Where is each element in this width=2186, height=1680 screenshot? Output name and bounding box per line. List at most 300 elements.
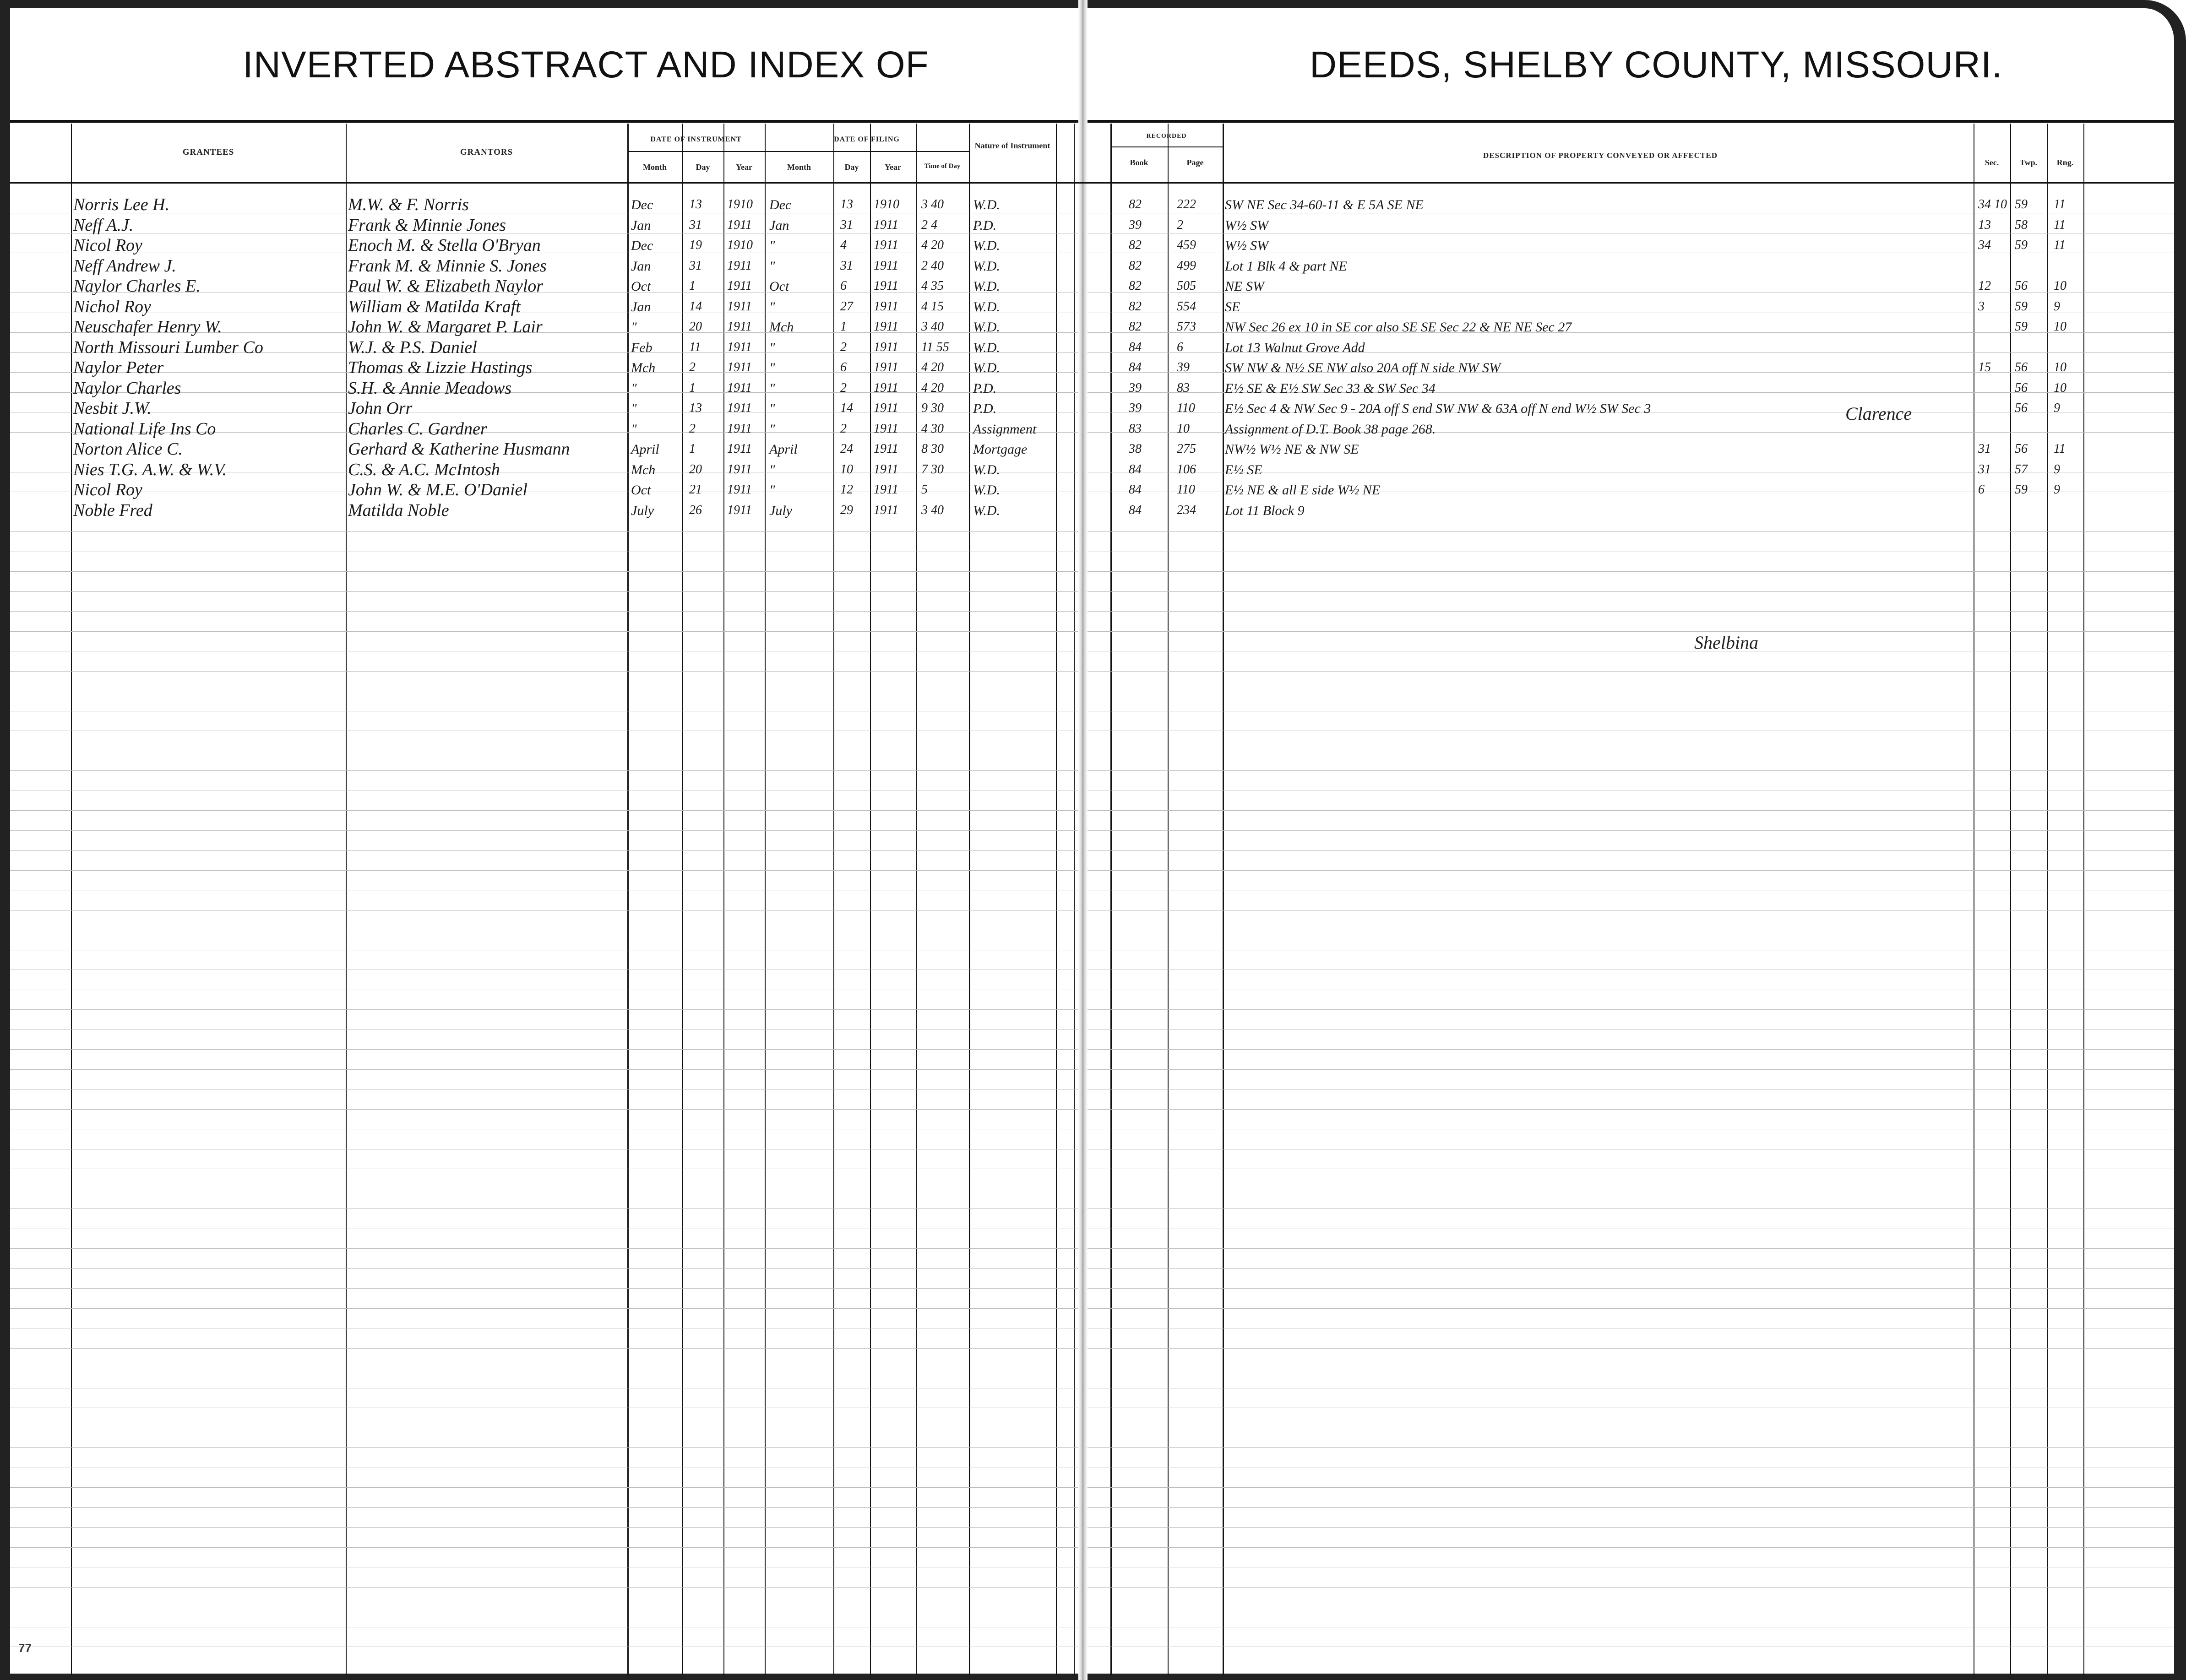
rng-cell: 10	[2054, 279, 2066, 293]
inst-month-cell: "	[631, 401, 637, 416]
column-line	[682, 124, 683, 1675]
fil-day-cell: 2	[840, 422, 847, 436]
book-cell: 82	[1129, 299, 1142, 314]
fil-day-cell: 31	[840, 218, 853, 232]
ruled-line	[10, 1308, 1078, 1309]
book-cell: 84	[1129, 340, 1142, 354]
column-line	[969, 124, 970, 1675]
inst-day-cell: 14	[689, 299, 702, 314]
ruled-line	[1088, 1547, 2174, 1548]
grantor-cell: Gerhard & Katherine Husmann	[348, 439, 570, 459]
inst-month-cell: Mch	[631, 360, 656, 375]
column-line	[346, 124, 347, 1675]
nature-cell: W.D.	[973, 462, 1000, 477]
nature-cell: P.D.	[973, 381, 997, 396]
inst-month-cell: "	[631, 422, 637, 437]
rng-cell: 11	[2054, 218, 2066, 232]
left-header-top-rule	[10, 120, 1078, 123]
grantee-cell: Noble Fred	[73, 501, 152, 520]
time-cell: 8 30	[921, 442, 944, 456]
rng-cell: 11	[2054, 442, 2066, 456]
column-line	[1074, 124, 1075, 1675]
grantor-cell: Matilda Noble	[348, 501, 449, 520]
page-number: 77	[18, 1641, 32, 1655]
description-cell: W½ SW	[1225, 238, 1268, 253]
inst-day-cell: 1	[689, 381, 696, 395]
twp-subheader: Twp.	[2019, 158, 2038, 167]
nature-header: Nature of Instrument	[974, 141, 1050, 150]
sec-cell: 13	[1978, 218, 1991, 232]
book-cell: 82	[1129, 320, 1142, 334]
ruled-line	[10, 1049, 1078, 1050]
ruled-line	[10, 1069, 1078, 1070]
ruled-line	[10, 1288, 1078, 1289]
ruled-line	[1088, 591, 2174, 592]
fil-day-cell: 6	[840, 360, 847, 374]
page-cell: 573	[1177, 320, 1196, 334]
time-cell: 9 30	[921, 401, 944, 415]
inst-month-cell: Dec	[631, 238, 653, 253]
grantor-cell: John Orr	[348, 399, 413, 418]
recorded-header: RECORDED	[1146, 133, 1187, 140]
grantor-cell: M.W. & F. Norris	[348, 195, 469, 214]
ruled-line	[10, 1547, 1078, 1548]
grantor-cell: William & Matilda Kraft	[348, 297, 521, 316]
nature-cell: W.D.	[973, 482, 1000, 498]
ruled-line	[1088, 1109, 2174, 1110]
ruled-line	[10, 770, 1078, 771]
rng-cell: 10	[2054, 320, 2066, 334]
inst-day-cell: 20	[689, 320, 702, 334]
time-cell: 4 15	[921, 299, 944, 314]
grantors-header: GRANTORS	[460, 147, 513, 157]
inst-year-cell: 1911	[727, 462, 752, 477]
grantee-cell: Nicol Roy	[73, 236, 142, 255]
inst-day-cell: 31	[689, 259, 702, 273]
fil-year-cell: 1911	[874, 422, 898, 436]
grantor-cell: Frank & Minnie Jones	[348, 216, 506, 235]
column-line	[1168, 124, 1169, 1675]
fil-month-cell: Mch	[769, 320, 794, 335]
date-subheader-rule	[627, 151, 969, 152]
grantor-cell: John W. & M.E. O'Daniel	[348, 480, 527, 499]
inst-year-cell: 1910	[727, 197, 753, 211]
inst-year-cell: 1911	[727, 381, 752, 395]
fil-day-cell: 10	[840, 462, 853, 477]
inst-year-cell: 1911	[727, 340, 752, 354]
ruled-line	[1088, 1288, 2174, 1289]
ruled-line	[10, 1268, 1078, 1269]
sec-cell: 31	[1978, 462, 1991, 477]
sec-cell: 31	[1978, 442, 1991, 456]
grantor-cell: John W. & Margaret P. Lair	[348, 317, 543, 336]
description-cell: W½ SW	[1225, 218, 1268, 233]
time-cell: 4 20	[921, 381, 944, 395]
description-cell: SE	[1225, 299, 1240, 314]
inst-month-subheader: Month	[642, 163, 667, 172]
book-gutter	[1078, 0, 1088, 1680]
column-line	[723, 124, 724, 1675]
book-cell: 38	[1129, 442, 1142, 456]
ruled-line	[1088, 571, 2174, 572]
fil-year-cell: 1911	[874, 442, 898, 456]
grantee-cell: Nichol Roy	[73, 297, 151, 316]
twp-cell: 56	[2015, 381, 2028, 395]
fil-month-cell: "	[769, 401, 775, 416]
fil-month-cell: Oct	[769, 279, 789, 294]
fil-month-cell: "	[769, 482, 775, 498]
rng-cell: 9	[2054, 401, 2060, 415]
inst-year-cell: 1910	[727, 238, 753, 252]
description-cell: NW½ W½ NE & NW SE	[1225, 442, 1359, 457]
sec-cell: 6	[1978, 482, 1985, 497]
fil-day-subheader: Day	[844, 163, 859, 172]
ruled-line	[10, 631, 1078, 632]
nature-cell: P.D.	[973, 218, 997, 233]
book-cell: 84	[1129, 360, 1142, 374]
time-cell: 4 20	[921, 360, 944, 374]
fil-month-subheader: Month	[787, 163, 811, 172]
description-cell: SW NW & N½ SE NW also 20A off N side NW SW	[1225, 360, 1501, 375]
fil-year-cell: 1911	[874, 482, 898, 497]
fil-month-cell: Jan	[769, 218, 789, 233]
ruled-line	[1088, 1069, 2174, 1070]
inst-year-cell: 1911	[727, 442, 752, 456]
right-header-top-rule	[1088, 120, 2174, 123]
date-of-filing-header: DATE OF FILING	[834, 135, 900, 143]
page-cell: 110	[1177, 482, 1195, 497]
page-cell: 2	[1177, 218, 1183, 232]
twp-cell: 59	[2015, 299, 2028, 314]
inst-month-cell: Oct	[631, 279, 651, 294]
grantor-cell: Frank M. & Minnie S. Jones	[348, 256, 547, 276]
book-cell: 83	[1129, 422, 1142, 436]
page-cell: 83	[1177, 381, 1190, 395]
nature-cell: W.D.	[973, 320, 1000, 335]
column-line	[627, 124, 629, 1675]
ruled-line	[10, 571, 1078, 572]
grantor-cell: S.H. & Annie Meadows	[348, 379, 512, 398]
inst-month-cell: Jan	[631, 299, 651, 314]
fil-year-cell: 1911	[874, 238, 898, 252]
margin-note-clarence: Clarence	[1845, 403, 1912, 424]
nature-cell: Assignment	[973, 422, 1037, 437]
page-cell: 499	[1177, 259, 1196, 273]
fil-year-cell: 1911	[874, 462, 898, 477]
inst-day-cell: 2	[689, 360, 696, 374]
sec-cell: 12	[1978, 279, 1991, 293]
fil-year-subheader: Year	[885, 163, 901, 172]
ruled-line	[1088, 611, 2174, 612]
time-cell: 4 20	[921, 238, 944, 252]
ruled-line	[1088, 1587, 2174, 1588]
inst-day-cell: 13	[689, 401, 702, 415]
grantor-cell: Enoch M. & Stella O'Bryan	[348, 236, 541, 255]
page-cell: 505	[1177, 279, 1196, 293]
book-cell: 39	[1129, 218, 1142, 232]
time-of-day-subheader: Time of Day	[924, 163, 961, 170]
grantee-cell: Nicol Roy	[73, 480, 142, 499]
description-cell: Assignment of D.T. Book 38 page 268.	[1225, 422, 1436, 437]
book-cell: 82	[1129, 238, 1142, 252]
header-bottom-rule	[10, 182, 2174, 184]
rng-cell: 9	[2054, 299, 2060, 314]
grantor-cell: C.S. & A.C. McIntosh	[348, 460, 500, 479]
ruled-line	[10, 1447, 1078, 1448]
description-cell: NE SW	[1225, 279, 1264, 294]
ruled-line	[10, 531, 1078, 532]
fil-month-cell: "	[769, 340, 775, 355]
book-cell: 84	[1129, 462, 1142, 477]
book-cell: 82	[1129, 279, 1142, 293]
ruled-line	[10, 1248, 1078, 1249]
inst-month-cell: Dec	[631, 197, 653, 212]
fil-month-cell: "	[769, 462, 775, 477]
inst-year-cell: 1911	[727, 218, 752, 232]
ruled-line	[10, 1507, 1078, 1508]
column-line	[1110, 124, 1112, 1675]
nature-cell: W.D.	[973, 340, 1000, 355]
grantee-cell: Neff Andrew J.	[73, 256, 176, 276]
description-cell: Lot 13 Walnut Grove Add	[1225, 340, 1365, 355]
fil-day-cell: 6	[840, 279, 847, 293]
twp-cell: 59	[2015, 197, 2028, 211]
twp-cell: 56	[2015, 442, 2028, 456]
fil-year-cell: 1911	[874, 299, 898, 314]
ruled-line	[10, 870, 1078, 871]
nature-cell: Mortgage	[973, 442, 1028, 457]
page-cell: 6	[1177, 340, 1183, 354]
twp-cell: 56	[2015, 279, 2028, 293]
ruled-line	[1088, 1348, 2174, 1349]
rng-cell: 10	[2054, 360, 2066, 374]
inst-year-subheader: Year	[736, 163, 752, 172]
inst-day-cell: 26	[689, 503, 702, 517]
nature-cell: W.D.	[973, 279, 1000, 294]
fil-month-cell: "	[769, 299, 775, 314]
fil-month-cell: "	[769, 422, 775, 437]
ruled-line	[1088, 830, 2174, 831]
book-cell: 39	[1129, 401, 1142, 415]
column-line	[833, 124, 834, 1675]
margin-note-shelbina: Shelbina	[1694, 632, 1758, 653]
grantee-cell: Neuschafer Henry W.	[73, 317, 222, 336]
time-cell: 2 4	[921, 218, 937, 232]
description-cell: E½ SE	[1225, 462, 1262, 477]
book-cell: 82	[1129, 197, 1142, 211]
inst-day-cell: 31	[689, 218, 702, 232]
ruled-line	[1088, 631, 2174, 632]
twp-cell: 57	[2015, 462, 2028, 477]
rng-cell: 10	[2054, 381, 2066, 395]
description-cell: SW NE Sec 34-60-11 & E 5A SE NE	[1225, 197, 1424, 212]
time-cell: 5	[921, 482, 928, 497]
inst-year-cell: 1911	[727, 503, 752, 517]
page-cell: 234	[1177, 503, 1196, 517]
fil-year-cell: 1911	[874, 503, 898, 517]
grantee-cell: North Missouri Lumber Co	[73, 338, 263, 357]
inst-day-cell: 1	[689, 442, 696, 456]
rng-subheader: Rng.	[2056, 158, 2074, 167]
fil-month-cell: April	[769, 442, 798, 457]
description-cell: Lot 11 Block 9	[1225, 503, 1305, 518]
twp-cell: 59	[2015, 482, 2028, 497]
ruled-line	[1088, 531, 2174, 532]
left-page-title: INVERTED ABSTRACT AND INDEX OF	[243, 44, 929, 86]
inst-day-cell: 2	[689, 422, 696, 436]
fil-day-cell: 2	[840, 340, 847, 354]
time-cell: 3 40	[921, 197, 944, 211]
fil-month-cell: "	[769, 238, 775, 253]
ruled-line	[10, 850, 1078, 851]
ruled-line	[1088, 1009, 2174, 1010]
time-cell: 4 35	[921, 279, 944, 293]
ruled-line	[1088, 850, 2174, 851]
grantee-cell: Neff A.J.	[73, 216, 134, 235]
fil-month-cell: "	[769, 381, 775, 396]
grantor-cell: W.J. & P.S. Daniel	[348, 338, 477, 357]
fil-year-cell: 1911	[874, 218, 898, 232]
fil-day-cell: 29	[840, 503, 853, 517]
ruled-line	[10, 1527, 1078, 1528]
page-cell: 222	[1177, 197, 1196, 211]
page-cell: 106	[1177, 462, 1196, 477]
time-cell: 11 55	[921, 340, 949, 354]
twp-cell: 56	[2015, 360, 2028, 374]
column-line	[1056, 124, 1057, 1675]
column-line	[2083, 124, 2084, 1675]
twp-cell: 58	[2015, 218, 2028, 232]
fil-year-cell: 1911	[874, 360, 898, 374]
column-line	[765, 124, 766, 1675]
time-cell: 7 30	[921, 462, 944, 477]
inst-day-cell: 1	[689, 279, 696, 293]
inst-month-cell: "	[631, 320, 637, 335]
recorded-subheader-rule	[1110, 146, 1223, 147]
inst-year-cell: 1911	[727, 360, 752, 374]
fil-day-cell: 27	[840, 299, 853, 314]
time-cell: 3 40	[921, 320, 944, 334]
fil-day-cell: 2	[840, 381, 847, 395]
time-cell: 4 30	[921, 422, 944, 436]
sec-cell: 34	[1978, 238, 1991, 252]
grantees-header: GRANTEES	[182, 147, 234, 157]
fil-month-cell: "	[769, 360, 775, 375]
ruled-line	[10, 1487, 1078, 1488]
page-cell: 459	[1177, 238, 1196, 252]
rng-cell: 11	[2054, 238, 2066, 252]
ruled-line	[1088, 1507, 2174, 1508]
fil-year-cell: 1911	[874, 259, 898, 273]
sec-cell: 3	[1978, 299, 1985, 314]
twp-cell: 56	[2015, 401, 2028, 415]
fil-year-cell: 1911	[874, 279, 898, 293]
grantee-cell: Norton Alice C.	[73, 439, 183, 459]
ruled-line	[10, 372, 1078, 373]
fil-month-cell: Dec	[769, 197, 792, 212]
page-cell: 554	[1177, 299, 1196, 314]
nature-cell: W.D.	[973, 238, 1000, 253]
book-cell: 39	[1129, 381, 1142, 395]
inst-month-cell: "	[631, 381, 637, 396]
column-line	[916, 124, 917, 1675]
ruled-line	[1088, 770, 2174, 771]
inst-day-cell: 21	[689, 482, 702, 497]
inst-year-cell: 1911	[727, 482, 752, 497]
rng-cell: 11	[2054, 197, 2066, 211]
inst-day-cell: 11	[689, 340, 701, 354]
ruled-line	[1088, 671, 2174, 672]
inst-year-cell: 1911	[727, 401, 752, 415]
nature-cell: P.D.	[973, 401, 997, 416]
book-cell: 82	[1129, 259, 1142, 273]
grantee-cell: Naylor Charles	[73, 379, 181, 398]
inst-month-cell: Mch	[631, 462, 656, 477]
inst-day-cell: 20	[689, 462, 702, 477]
fil-year-cell: 1911	[874, 381, 898, 395]
page-subheader: Page	[1186, 158, 1204, 167]
page-cell: 110	[1177, 401, 1195, 415]
column-line	[71, 124, 72, 1675]
inst-year-cell: 1911	[727, 259, 752, 273]
sec-cell: 15	[1978, 360, 1991, 374]
description-header: DESCRIPTION OF PROPERTY CONVEYED OR AFFECTED	[1483, 151, 1718, 160]
book-cell: 84	[1129, 482, 1142, 497]
book-subheader: Book	[1130, 158, 1148, 167]
fil-day-cell: 24	[840, 442, 853, 456]
fil-day-cell: 12	[840, 482, 853, 497]
ruled-line	[1088, 1447, 2174, 1448]
fil-day-cell: 4	[840, 238, 847, 252]
time-cell: 3 40	[921, 503, 944, 517]
fil-year-cell: 1911	[874, 401, 898, 415]
inst-month-cell: Jan	[631, 218, 651, 233]
grantor-cell: Paul W. & Elizabeth Naylor	[348, 276, 544, 296]
grantor-cell: Charles C. Gardner	[348, 419, 487, 439]
time-cell: 2 40	[921, 259, 944, 273]
inst-day-cell: 13	[689, 197, 702, 211]
ruled-line	[10, 830, 1078, 831]
description-cell: E½ SE & E½ SW Sec 33 & SW Sec 34	[1225, 381, 1436, 396]
rng-cell: 9	[2054, 462, 2060, 477]
page-cell: 10	[1177, 422, 1190, 436]
fil-year-cell: 1911	[874, 340, 898, 354]
description-cell: NW Sec 26 ex 10 in SE cor also SE SE Sec 22 & NE NE Sec 27	[1225, 320, 1572, 335]
ruled-line	[10, 1009, 1078, 1010]
date-of-instrument-header: DATE OF INSTRUMENT	[650, 135, 742, 143]
ruled-line	[1088, 1527, 2174, 1528]
ruled-line	[10, 1587, 1078, 1588]
sec-cell: 34 10	[1978, 197, 2007, 211]
inst-month-cell: April	[631, 442, 659, 457]
fil-day-cell: 14	[840, 401, 853, 415]
inst-year-cell: 1911	[727, 299, 752, 314]
inst-month-cell: Feb	[631, 340, 653, 355]
nature-cell: W.D.	[973, 259, 1000, 274]
nature-cell: W.D.	[973, 299, 1000, 314]
ruled-line	[1088, 810, 2174, 811]
fil-month-cell: "	[769, 259, 775, 274]
grantor-cell: Thomas & Lizzie Hastings	[348, 358, 533, 377]
right-page-title: DEEDS, SHELBY COUNTY, MISSOURI.	[1310, 44, 2003, 86]
inst-month-cell: Jan	[631, 259, 651, 274]
grantee-cell: Nesbit J.W.	[73, 399, 152, 418]
column-line	[870, 124, 871, 1675]
column-line	[1223, 124, 1224, 1675]
ruled-line	[1088, 870, 2174, 871]
ruled-line	[1088, 1308, 2174, 1309]
ruled-line	[1088, 1487, 2174, 1488]
